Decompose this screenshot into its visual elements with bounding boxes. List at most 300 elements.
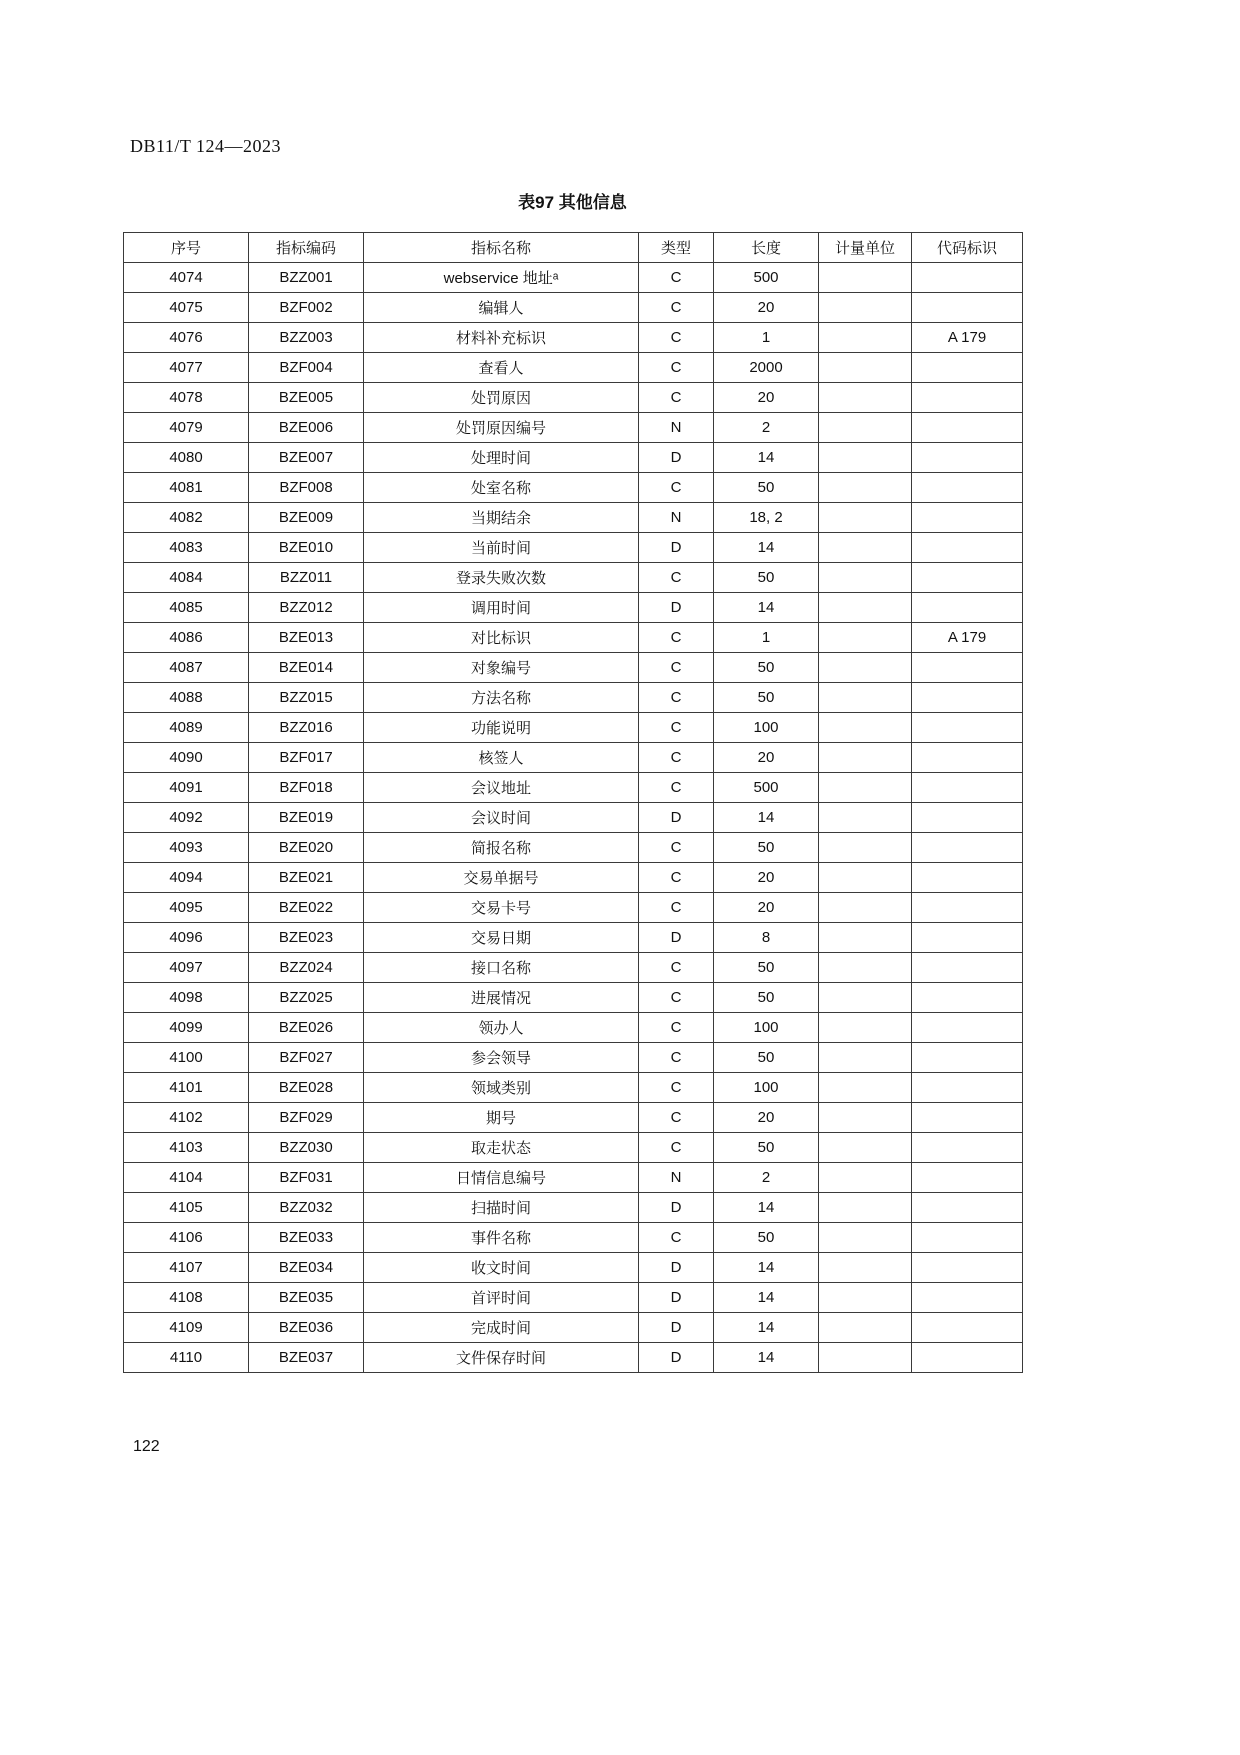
table-cell: 500 [714,263,819,293]
table-row [124,563,1023,593]
table-cell [819,1013,912,1043]
table-cell [819,863,912,893]
table-cell [912,683,1023,713]
table-cell: 20 [714,743,819,773]
table-cell: BZF018 [249,773,364,803]
column-header: 指标名称 [364,233,639,263]
table-cell: A 179 [912,323,1023,353]
table-header-row [124,233,1023,263]
table-cell: N [639,413,714,443]
table-row [124,503,1023,533]
table-cell: BZZ012 [249,593,364,623]
table-cell: C [639,1043,714,1073]
table-row [124,323,1023,353]
table-cell: 期号 [364,1103,639,1133]
table-cell: 4106 [124,1223,249,1253]
table-row [124,443,1023,473]
table-cell: BZZ001 [249,263,364,293]
table-cell: 14 [714,1253,819,1283]
page-number: 122 [133,1438,160,1455]
table-cell: 14 [714,1193,819,1223]
table-cell: 处理时间 [364,443,639,473]
table-cell: BZE014 [249,653,364,683]
table-cell: 18, 2 [714,503,819,533]
table-cell: 4110 [124,1343,249,1373]
column-header: 长度 [714,233,819,263]
table-cell: 4097 [124,953,249,983]
table-cell: BZF029 [249,1103,364,1133]
table-cell: C [639,773,714,803]
table-cell: 14 [714,803,819,833]
table-cell: BZZ003 [249,323,364,353]
table-cell: C [639,293,714,323]
table-body [124,263,1023,1373]
column-header: 计量单位 [819,233,912,263]
table-cell: 进展情况 [364,983,639,1013]
table-cell [819,743,912,773]
table-cell [912,293,1023,323]
table-cell: C [639,653,714,683]
table-cell: BZE022 [249,893,364,923]
table-cell: BZE010 [249,533,364,563]
table-cell: BZZ011 [249,563,364,593]
table-cell [819,533,912,563]
table-cell: C [639,683,714,713]
table-cell: 4104 [124,1163,249,1193]
table-cell: BZF008 [249,473,364,503]
table-cell [819,1223,912,1253]
table-cell: 100 [714,713,819,743]
table-cell: 4107 [124,1253,249,1283]
table-cell: BZE033 [249,1223,364,1253]
table-cell: 14 [714,533,819,563]
table-cell: 对象编号 [364,653,639,683]
table-cell: 100 [714,1013,819,1043]
table-cell: BZE009 [249,503,364,533]
table-cell: 4090 [124,743,249,773]
table-cell: 编辑人 [364,293,639,323]
table-cell: 4083 [124,533,249,563]
table-row [124,803,1023,833]
table-cell [819,983,912,1013]
table-cell [912,1313,1023,1343]
table-row [124,1223,1023,1253]
table-cell: BZE007 [249,443,364,473]
table-cell: BZE026 [249,1013,364,1043]
table-cell: N [639,503,714,533]
table-cell: 20 [714,863,819,893]
table-cell: 4094 [124,863,249,893]
table-cell: C [639,263,714,293]
table-row [124,773,1023,803]
table-cell: 完成时间 [364,1313,639,1343]
table-cell: C [639,623,714,653]
table-cell: D [639,1253,714,1283]
table-cell: 50 [714,833,819,863]
table-row [124,1313,1023,1343]
table-cell [819,1073,912,1103]
table-cell: 登录失败次数 [364,563,639,593]
table-cell: 2 [714,1163,819,1193]
table-row [124,863,1023,893]
table-cell: 50 [714,653,819,683]
table-cell: 4082 [124,503,249,533]
table-cell: D [639,1313,714,1343]
table-cell: 会议地址 [364,773,639,803]
table-cell: 50 [714,473,819,503]
table-row [124,1013,1023,1043]
table-cell: 事件名称 [364,1223,639,1253]
table-cell: 4099 [124,1013,249,1043]
table-cell: 取走状态 [364,1133,639,1163]
table-cell: 4076 [124,323,249,353]
table-cell: webservice 地址ᵃ [364,263,639,293]
table-cell [819,1313,912,1343]
table-cell: 4098 [124,983,249,1013]
table-cell: 4091 [124,773,249,803]
table-cell: 14 [714,593,819,623]
table-row [124,983,1023,1013]
table-cell: 4092 [124,803,249,833]
table-cell: BZE013 [249,623,364,653]
table-cell: 领办人 [364,1013,639,1043]
table-row [124,383,1023,413]
table-row [124,1043,1023,1073]
table-row [124,413,1023,443]
table-cell: C [639,1133,714,1163]
table-cell: 4081 [124,473,249,503]
column-header: 代码标识 [912,233,1023,263]
table-cell: BZF031 [249,1163,364,1193]
table-cell [912,593,1023,623]
table-cell [912,1013,1023,1043]
table-cell [912,563,1023,593]
table-row [124,623,1023,653]
table-cell [912,863,1023,893]
table-cell: 14 [714,1313,819,1343]
table-cell: 会议时间 [364,803,639,833]
table-cell: C [639,383,714,413]
table-cell: A 179 [912,623,1023,653]
table-cell [819,623,912,653]
table-cell: BZE020 [249,833,364,863]
table-cell [819,353,912,383]
table-row [124,713,1023,743]
table-cell [819,953,912,983]
table-cell: 交易卡号 [364,893,639,923]
table-cell [819,593,912,623]
table-cell [912,353,1023,383]
table-cell [819,323,912,353]
table-cell: D [639,923,714,953]
table-cell: D [639,1283,714,1313]
table-cell: 4096 [124,923,249,953]
table-cell: C [639,353,714,383]
table-cell: 4079 [124,413,249,443]
table-cell: 收文时间 [364,1253,639,1283]
table-row [124,1343,1023,1373]
table-row [124,533,1023,563]
table-header [124,233,1023,263]
table-cell [819,1103,912,1133]
table-cell: 50 [714,953,819,983]
table-cell: D [639,1193,714,1223]
table-cell: 简报名称 [364,833,639,863]
table-cell [819,263,912,293]
table-cell: 20 [714,893,819,923]
table-cell [819,833,912,863]
table-cell: BZE021 [249,863,364,893]
table-cell [912,1283,1023,1313]
table-row [124,293,1023,323]
table-cell: 4077 [124,353,249,383]
table-cell [912,1223,1023,1253]
table-cell: C [639,983,714,1013]
document-standard-number: DB11/T 124—2023 [130,136,282,156]
table-cell: 对比标识 [364,623,639,653]
table-cell [912,473,1023,503]
table-cell [912,653,1023,683]
table-cell: D [639,533,714,563]
table-cell: 4089 [124,713,249,743]
table-cell: C [639,563,714,593]
table-cell: 20 [714,383,819,413]
table-cell: BZE019 [249,803,364,833]
table-cell: 日情信息编号 [364,1163,639,1193]
table-cell: BZE005 [249,383,364,413]
table-cell [912,383,1023,413]
table-cell [912,773,1023,803]
table-cell: 4109 [124,1313,249,1343]
table-row [124,473,1023,503]
column-header: 指标编码 [249,233,364,263]
table-cell: BZZ030 [249,1133,364,1163]
table-row [124,1103,1023,1133]
table-cell: 4095 [124,893,249,923]
table-cell: 14 [714,443,819,473]
table-cell: 当前时间 [364,533,639,563]
table-cell: 4074 [124,263,249,293]
table-cell [912,1103,1023,1133]
table-row [124,593,1023,623]
table-cell: 4100 [124,1043,249,1073]
table-cell: 4108 [124,1283,249,1313]
table-cell: 文件保存时间 [364,1343,639,1373]
table-row [124,683,1023,713]
table-cell: 查看人 [364,353,639,383]
table-cell [819,473,912,503]
column-header: 序号 [124,233,249,263]
table-cell: C [639,743,714,773]
table-cell [819,1163,912,1193]
table-cell: N [639,1163,714,1193]
table-cell: C [639,323,714,353]
table-cell: 4078 [124,383,249,413]
table-cell: D [639,803,714,833]
table-cell: 4080 [124,443,249,473]
table-cell [819,1253,912,1283]
table-cell: 50 [714,1223,819,1253]
table-cell: 当期结余 [364,503,639,533]
table-cell: 4101 [124,1073,249,1103]
table-cell: 2000 [714,353,819,383]
table-cell: 交易日期 [364,923,639,953]
table-cell: 4102 [124,1103,249,1133]
table-row [124,953,1023,983]
table-row [124,893,1023,923]
table-cell: 处罚原因 [364,383,639,413]
table-cell [819,383,912,413]
table-cell: BZZ016 [249,713,364,743]
table-cell: BZZ032 [249,1193,364,1223]
table-cell [912,1343,1023,1373]
table-cell [912,953,1023,983]
table-cell [912,833,1023,863]
table-cell [819,413,912,443]
table-row [124,263,1023,293]
table-row [124,1133,1023,1163]
table-cell: BZF004 [249,353,364,383]
table-cell: BZZ015 [249,683,364,713]
table-cell: 14 [714,1343,819,1373]
table-cell: BZF017 [249,743,364,773]
table-cell: D [639,443,714,473]
table-cell [912,743,1023,773]
table-cell: BZE035 [249,1283,364,1313]
table-cell [819,1343,912,1373]
table-cell: 50 [714,1043,819,1073]
table-cell: 8 [714,923,819,953]
table-cell [912,893,1023,923]
table-cell: 4085 [124,593,249,623]
table-row [124,653,1023,683]
table-cell [819,653,912,683]
table-row [124,1163,1023,1193]
table-cell: BZF027 [249,1043,364,1073]
table-cell [819,1133,912,1163]
table-cell [912,1163,1023,1193]
table-cell: BZE037 [249,1343,364,1373]
table-cell: 4093 [124,833,249,863]
table-cell: BZE028 [249,1073,364,1103]
table-cell [819,773,912,803]
table-cell [819,683,912,713]
table-cell [912,1043,1023,1073]
table-cell [912,533,1023,563]
table-cell [819,713,912,743]
table-cell [819,503,912,533]
table-cell: 1 [714,323,819,353]
table-cell: 4084 [124,563,249,593]
table-cell: 扫描时间 [364,1193,639,1223]
table-cell: BZE006 [249,413,364,443]
table-cell: 接口名称 [364,953,639,983]
table-cell: C [639,1073,714,1103]
table-row [124,353,1023,383]
table-cell [819,923,912,953]
table-cell: D [639,593,714,623]
table-cell: 处罚原因编号 [364,413,639,443]
table-cell: 50 [714,1133,819,1163]
table-cell [819,563,912,593]
table-cell [912,713,1023,743]
table-cell: 方法名称 [364,683,639,713]
table-cell [912,803,1023,833]
table-row [124,1073,1023,1103]
table-cell: BZZ025 [249,983,364,1013]
table-cell [912,983,1023,1013]
table-row [124,1193,1023,1223]
table-cell: 功能说明 [364,713,639,743]
table-cell: C [639,473,714,503]
table-row [124,833,1023,863]
table-cell: BZF002 [249,293,364,323]
table-cell: 领域类别 [364,1073,639,1103]
table-cell: C [639,863,714,893]
table-cell [912,1253,1023,1283]
other-info-table [123,232,1023,1373]
table-cell: 20 [714,293,819,323]
table-cell: 调用时间 [364,593,639,623]
table-cell: 1 [714,623,819,653]
table-cell [912,1073,1023,1103]
table-cell: 100 [714,1073,819,1103]
table-cell: 4075 [124,293,249,323]
table-title: 表97 其他信息 [518,193,627,212]
table-cell [912,503,1023,533]
table-cell: 首评时间 [364,1283,639,1313]
table-cell: 材料补充标识 [364,323,639,353]
table-cell [912,1133,1023,1163]
table-cell: 14 [714,1283,819,1313]
table-cell: 处室名称 [364,473,639,503]
table-cell: 核签人 [364,743,639,773]
table-cell: C [639,893,714,923]
table-cell: BZE023 [249,923,364,953]
table-cell: C [639,833,714,863]
table-cell: C [639,713,714,743]
table-cell: 2 [714,413,819,443]
table-cell: D [639,1343,714,1373]
table-cell: 50 [714,983,819,1013]
table-cell: 20 [714,1103,819,1133]
table-cell: 50 [714,563,819,593]
table-cell: C [639,953,714,983]
column-header: 类型 [639,233,714,263]
table-cell [819,293,912,323]
table-cell: 50 [714,683,819,713]
table-cell: BZE034 [249,1253,364,1283]
table-cell: BZZ024 [249,953,364,983]
table-cell [912,413,1023,443]
table-cell: 4086 [124,623,249,653]
table-cell: BZE036 [249,1313,364,1343]
table-row [124,1253,1023,1283]
table-cell [819,893,912,923]
table-row [124,743,1023,773]
table-cell: C [639,1013,714,1043]
table-cell [912,443,1023,473]
table-cell: 4088 [124,683,249,713]
table-cell [912,923,1023,953]
table-cell: C [639,1103,714,1133]
table-cell [819,1283,912,1313]
table-cell [819,1043,912,1073]
table-cell: 4105 [124,1193,249,1223]
table-cell [819,1193,912,1223]
table-row [124,923,1023,953]
table-cell: 交易单据号 [364,863,639,893]
